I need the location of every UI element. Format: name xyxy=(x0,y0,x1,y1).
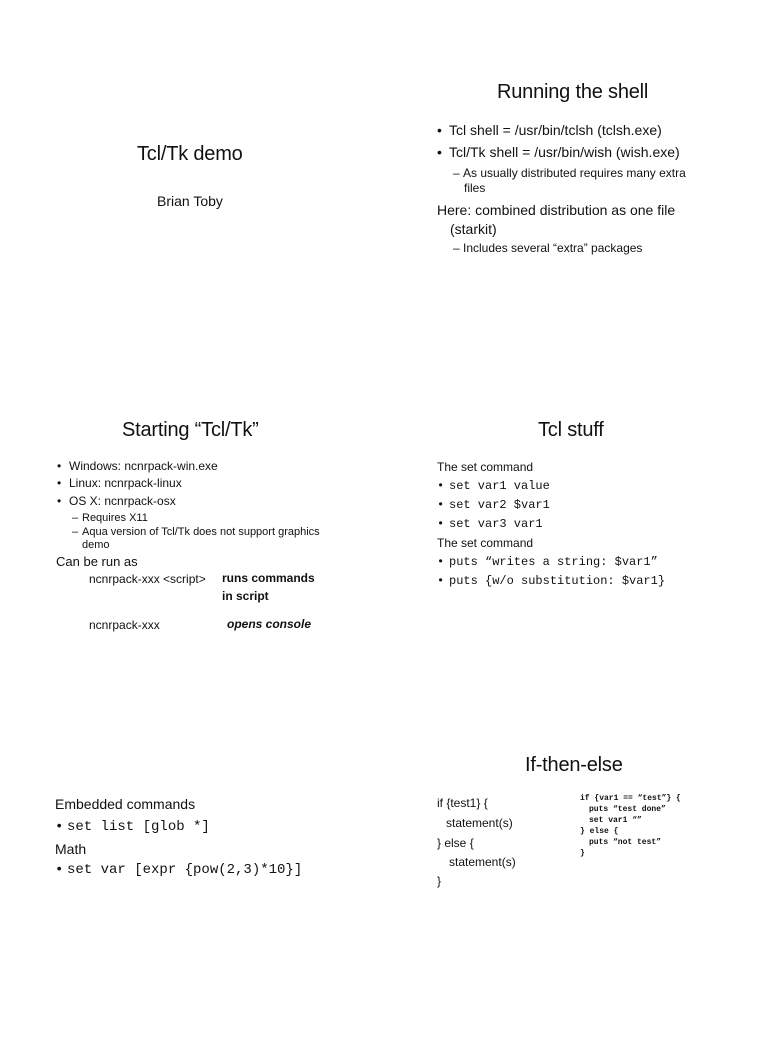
slide-2-paragraph-line-1: Here: combined distribution as one file xyxy=(437,202,676,218)
slide-2-bullet-1 xyxy=(437,122,662,138)
slide-6-left-line-3: } else { xyxy=(437,836,474,850)
slide-4-puts-line-1 xyxy=(437,555,658,569)
slide-1-title: Tcl/Tk demo xyxy=(137,143,243,165)
bullet-glyph: • xyxy=(57,494,62,508)
slide-5-heading-2: Math xyxy=(55,841,87,857)
bullet-text: Windows: ncnrpack-win.exe xyxy=(69,459,218,473)
slide-3-can-run: Can be run as xyxy=(56,554,138,569)
slide-4-set-line-2 xyxy=(437,498,550,512)
code-text: set var1 value xyxy=(449,479,550,493)
slide-6-right-line-3: set var1 “” xyxy=(589,816,642,825)
bullet-glyph: • xyxy=(437,122,442,138)
bullet-glyph: • xyxy=(437,555,445,569)
bullet-text: Tcl/Tk shell = /usr/bin/wish (wish.exe) xyxy=(449,144,680,160)
slide-4-puts-line-2 xyxy=(437,574,665,588)
slide-3-sub-bullet-2 xyxy=(72,526,320,538)
slide-3-command-2-desc: opens console xyxy=(227,617,312,631)
slide-5-code-1 xyxy=(55,819,210,835)
slide-6-left-line-5: } xyxy=(437,874,442,888)
slide-6-right-line-2: puts “test done” xyxy=(589,805,666,814)
bullet-text: Tcl shell = /usr/bin/tclsh (tclsh.exe) xyxy=(449,122,662,138)
slide-3-sub-bullet-2-cont: demo xyxy=(82,539,110,551)
slide-6-right-line-5: puts “not test” xyxy=(589,838,662,847)
sub-bullet-text: Requires X11 xyxy=(82,512,148,524)
bullet-text: OS X: ncnrpack-osx xyxy=(69,494,176,508)
code-text: set var [expr {pow(2,3)*10}] xyxy=(67,862,303,878)
code-text: set var2 $var1 xyxy=(449,498,550,512)
slide-5-code-2 xyxy=(55,862,302,878)
slide-3-bullet-1 xyxy=(57,459,218,473)
code-text: puts “writes a string: $var1” xyxy=(449,555,658,569)
slide-6-title: If-then-else xyxy=(525,754,623,776)
slide-6-left-line-1: if {test1} { xyxy=(437,796,488,810)
bullet-glyph: • xyxy=(437,517,445,531)
slide-2-sub-bullet-1-cont: files xyxy=(464,181,486,195)
code-text: set list [glob *] xyxy=(67,819,210,835)
code-text: puts {w/o substitution: $var1} xyxy=(449,574,666,588)
slide-5 xyxy=(0,716,384,1046)
slide-6 xyxy=(384,716,768,1046)
slide-4-title: Tcl stuff xyxy=(538,419,604,441)
bullet-glyph: • xyxy=(57,476,62,490)
slide-2-paragraph-line-2: (starkit) xyxy=(450,221,497,237)
sub-bullet-text: Includes several “extra” packages xyxy=(463,241,643,255)
bullet-glyph: • xyxy=(437,479,445,493)
dash-glyph: – xyxy=(453,166,460,180)
slide-3-command-1-desc: runs commands xyxy=(222,571,315,585)
slide-3-sub-bullet-1 xyxy=(72,512,148,524)
bullet-glyph: • xyxy=(437,574,445,588)
slide-1 xyxy=(0,40,384,370)
slide-3-bullet-3 xyxy=(57,494,176,508)
slide-5-heading-1: Embedded commands xyxy=(55,796,196,812)
slide-6-left-line-4: statement(s) xyxy=(449,855,516,869)
slide-6-left-line-2: statement(s) xyxy=(446,816,513,830)
sub-bullet-text: As usually distributed requires many extra xyxy=(463,166,686,180)
bullet-glyph: • xyxy=(57,459,62,473)
slide-4-set-line-1 xyxy=(437,479,550,493)
slide-4-set-line-3 xyxy=(437,517,543,531)
slide-3-bullet-2 xyxy=(57,476,182,490)
slide-4-heading-2: The set command xyxy=(437,536,534,550)
slide-6-right-line-6: } xyxy=(580,849,585,858)
slide-2 xyxy=(384,40,768,370)
dash-glyph: – xyxy=(72,512,79,524)
slide-2-sub-bullet-2 xyxy=(453,241,642,255)
dash-glyph: – xyxy=(453,241,460,255)
slide-3-title: Starting “Tcl/Tk” xyxy=(122,419,259,441)
slide-6-right-line-4: } else { xyxy=(580,827,619,836)
slide-4 xyxy=(384,378,768,708)
slide-4-heading-1: The set command xyxy=(437,460,534,474)
sub-bullet-text: Aqua version of Tcl/Tk does not support graphics xyxy=(82,526,320,538)
slide-6-right-line-1: if {var1 == “test”} { xyxy=(580,794,681,803)
slide-2-bullet-2 xyxy=(437,144,680,160)
bullet-glyph: • xyxy=(437,498,445,512)
slide-1-author: Brian Toby xyxy=(157,193,223,209)
code-text: set var3 var1 xyxy=(449,517,543,531)
slide-2-sub-bullet-1 xyxy=(453,166,686,180)
slide-2-title: Running the shell xyxy=(497,81,649,103)
bullet-glyph: • xyxy=(55,862,64,878)
bullet-glyph: • xyxy=(437,144,442,160)
slide-3 xyxy=(0,378,384,708)
bullet-text: Linux: ncnrpack-linux xyxy=(69,476,182,490)
slide-3-command-1: ncnrpack-xxx <script> xyxy=(89,572,206,586)
bullet-glyph: • xyxy=(55,819,64,835)
slide-3-command-1-desc-cont: in script xyxy=(222,589,269,603)
dash-glyph: – xyxy=(72,526,79,538)
slide-3-command-2: ncnrpack-xxx xyxy=(89,618,160,632)
